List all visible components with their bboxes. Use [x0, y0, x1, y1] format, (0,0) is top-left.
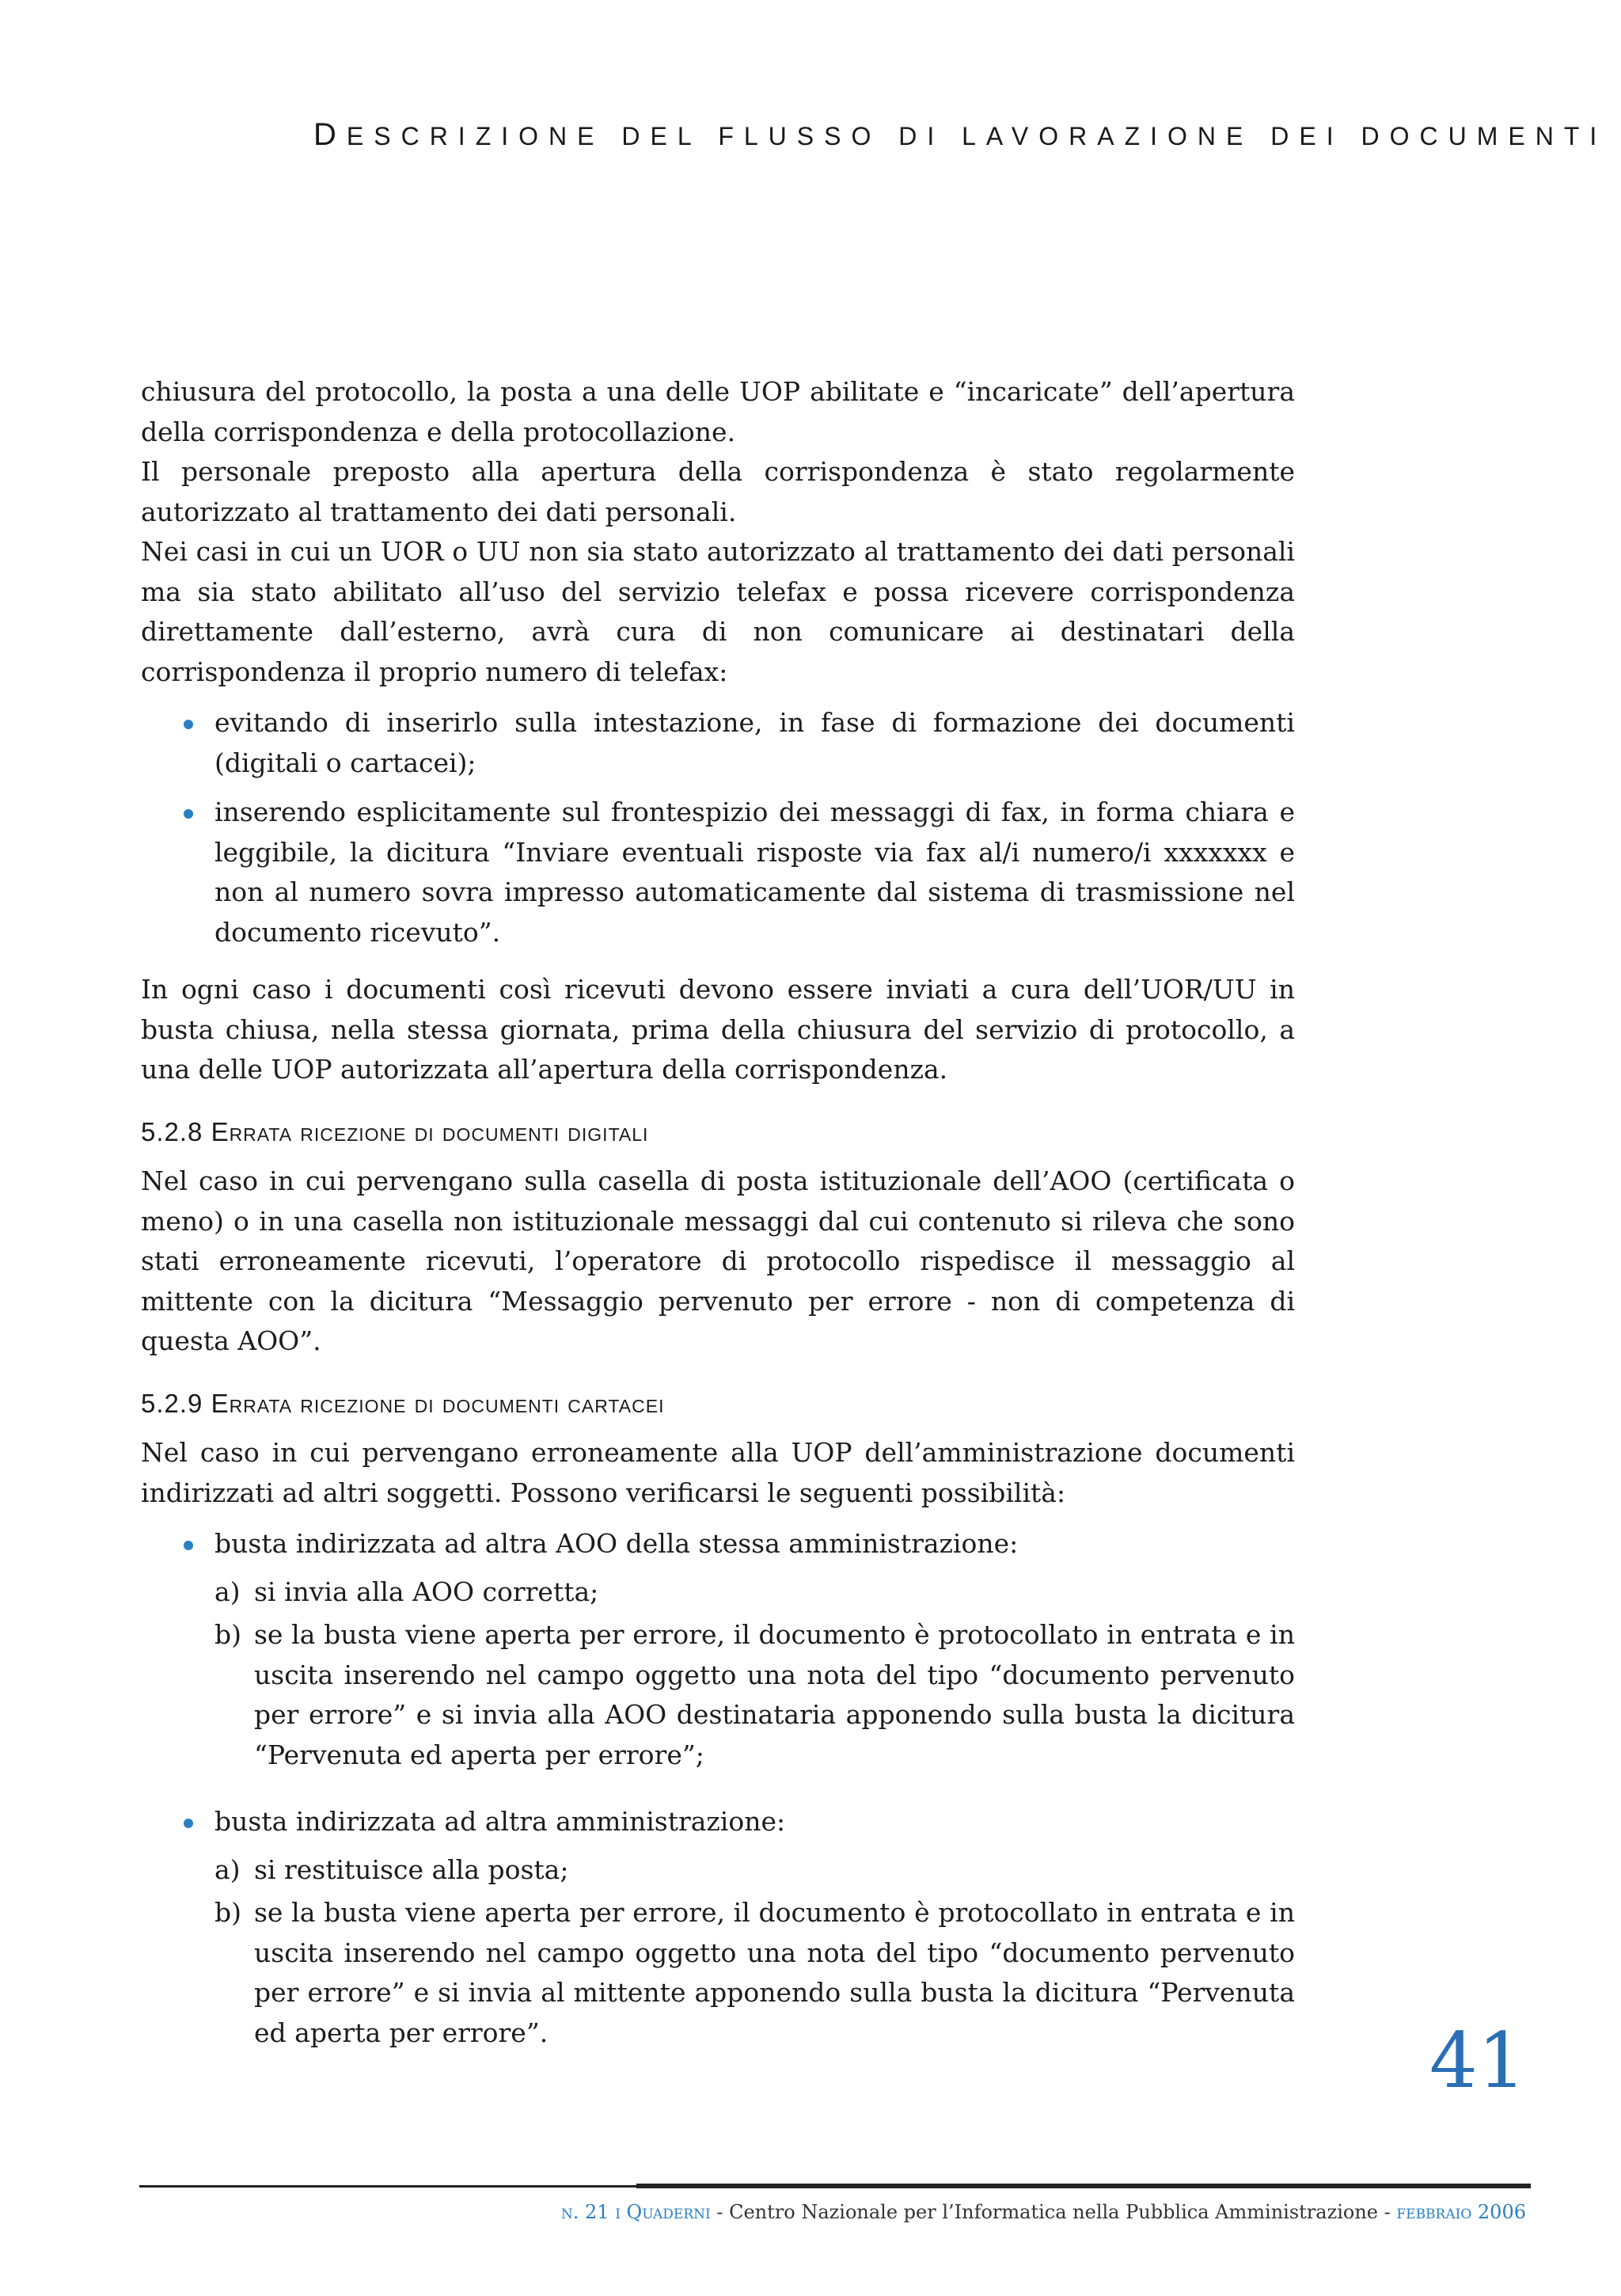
page-body: [141, 372, 1295, 2062]
sub-list: [214, 1850, 1295, 2054]
footer-rule: [139, 2185, 1531, 2188]
section-heading-5-2-9: 5.2.9 Errata ricezione di documenti cartacei: [141, 1388, 665, 1418]
bullet-list-aoo: [141, 1524, 1295, 1775]
sub-item-text: se la busta viene aperta per errore, il documento è protocollato in entrata e in uscita inserendo nel campo oggetto una nota del tipo “documento pervenuto per errore” e si invia al mittente apponendo sulla busta la dicitura “Pervenuta ed aperta per errore”.: [254, 1897, 1295, 2048]
bullet-item: evitando di inserirlo sulla intestazione, in fase di formazione dei documenti (digitali o cartacei);: [141, 703, 1295, 783]
page-number: 41: [1429, 2017, 1526, 2105]
section-heading-5-2-8: 5.2.8 Errata ricezione di documenti digitali: [141, 1116, 649, 1146]
running-header-title: ESCRIZIONE DEL FLUSSO DI LAVORAZIONE DEI DOCUMENTI: [346, 122, 1608, 150]
sub-item-text: se la busta viene aperta per errore, il documento è protocollato in entrata e in uscita inserendo nel campo oggetto una nota del tipo “documento pervenuto per errore” e si invia alla AOO destinataria apponendo sulla busta la dicitura “Pervenuta ed aperta per errore”;: [254, 1619, 1295, 1770]
bullet-list-fax: [141, 703, 1295, 952]
bullet-text: busta indirizzata ad altra amministrazione:: [214, 1806, 786, 1837]
bullet-list-amministrazione: [141, 1802, 1295, 2053]
sub-item-text: si invia alla AOO corretta;: [254, 1576, 599, 1607]
paragraph: Nel caso in cui pervengano erroneamente alla UOP dell’amministrazione documenti indirizzati ad altri soggetti. Possono verificarsi le seguenti possibilità:: [141, 1437, 1295, 1508]
footer-publisher: - Centro Nazionale per l’Informatica nella Pubblica Amministrazione -: [710, 2201, 1397, 2223]
footer: [561, 2201, 1526, 2223]
paragraph: chiusura del protocollo, la posta a una delle UOP abilitate e “incaricate” dell’apertura della corrispondenza e della protocollazione.: [141, 376, 1295, 447]
sub-item-marker: b): [214, 1897, 241, 1928]
sub-item-text: si restituisce alla posta;: [254, 1853, 569, 1885]
bullet-item: inserendo esplicitamente sul frontespizio dei messaggi di fax, in forma chiara e leggibile, la dicitura “Inviare eventuali risposte via fax al/i numero/i xxxxxxx e non al numero sovra impresso automaticamente dal sistema di trasmissione nel documento ricevuto”.: [141, 793, 1295, 952]
bullet-text: busta indirizzata ad altra AOO della stessa amministrazione:: [214, 1528, 1019, 1559]
sub-list: [214, 1572, 1295, 1776]
paragraph: Il personale preposto alla apertura della corrispondenza è stato regolarmente autorizzato al trattamento dei dati personali.: [141, 456, 1295, 527]
sub-item: [214, 1893, 1295, 2053]
sub-item-marker: b): [214, 1619, 241, 1650]
sub-item: [214, 1572, 1295, 1613]
bullet-item: [141, 1524, 1295, 1775]
sub-item-marker: a): [214, 1853, 241, 1885]
footer-issue: n. 21: [560, 2201, 609, 2223]
paragraph: Nei casi in cui un UOR o UU non sia stato autorizzato al trattamento dei dati personali ma sia stato abilitato all’uso del servizio telefax e possa ricevere corrispondenza direttamente dall’esterno, avrà cura di non comunicare ai destinatari della corrispondenza il proprio numero di telefax:: [141, 536, 1295, 687]
paragraph: Nel caso in cui pervengano sulla casella di posta istituzionale dell’AOO (certificata o meno) o in una casella non istituzionale messaggi dal cui contenuto si rileva che sono stati erroneamente ricevuti, l’operatore di protocollo rispedisce il messaggio al mittente con la dicitura “Messaggio pervenuto per errore - non di competenza di questa AOO”.: [141, 1165, 1295, 1356]
sub-item: [214, 1850, 1295, 1891]
sub-item: [214, 1615, 1295, 1775]
paragraph: In ogni caso i documenti così ricevuti devono essere inviati a cura dell’UOR/UU in busta chiusa, nella stessa giornata, prima della chiusura del servizio di protocollo, a una delle UOP autorizzata all’apertura della corrispondenza.: [141, 974, 1295, 1085]
footer-series: Quaderni: [626, 2201, 711, 2223]
sub-item-marker: a): [214, 1576, 241, 1607]
running-header-initial: D: [313, 117, 347, 152]
running-header: [313, 117, 1608, 153]
bullet-item: [141, 1802, 1295, 2053]
footer-separator: i: [609, 2201, 627, 2223]
footer-date: febbraio 2006: [1396, 2201, 1526, 2223]
